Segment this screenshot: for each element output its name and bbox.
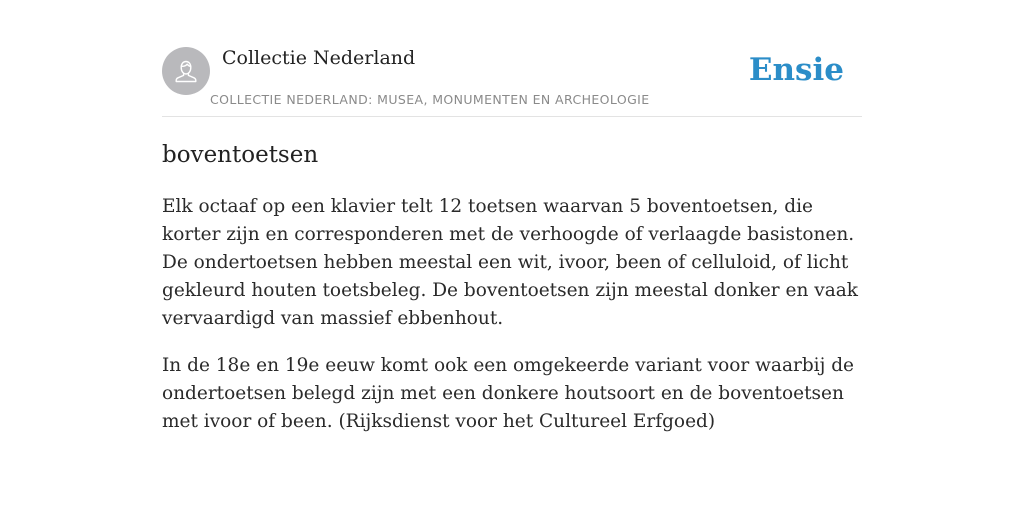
article-title: boventoetsen (162, 142, 319, 168)
article-paragraph: Elk octaaf op een klavier telt 12 toetsen waarvan 5 boventoetsen, die korter zijn en corresponderen met de verhoogde of verlaagde basistonen. De ondertoetsen hebben meestal een wit, ivoor, been of celluloid, of licht gekleurd houten toetsbeleg. De boventoetsen zijn meestal donker en vaak vervaardigd van massief ebbenhout. (162, 196, 858, 329)
article-body (162, 193, 866, 455)
header (162, 46, 862, 117)
brand-logo[interactable]: Ensie (748, 52, 844, 88)
article-paragraph: In de 18e en 19e eeuw komt ook een omgekeerde variant voor waarbij de ondertoetsen belegd zijn met een donkere houtsoort en de boventoetsen met ivoor of been. (Rijksdienst voor het Cultureel Erfgoed) (162, 355, 854, 432)
author-name[interactable]: Collectie Nederland (222, 47, 416, 69)
user-silhouette-icon (171, 56, 201, 86)
author-subtitle[interactable]: COLLECTIE NEDERLAND: MUSEA, MONUMENTEN EN ARCHEOLOGIE (210, 92, 650, 107)
avatar[interactable] (162, 47, 210, 95)
